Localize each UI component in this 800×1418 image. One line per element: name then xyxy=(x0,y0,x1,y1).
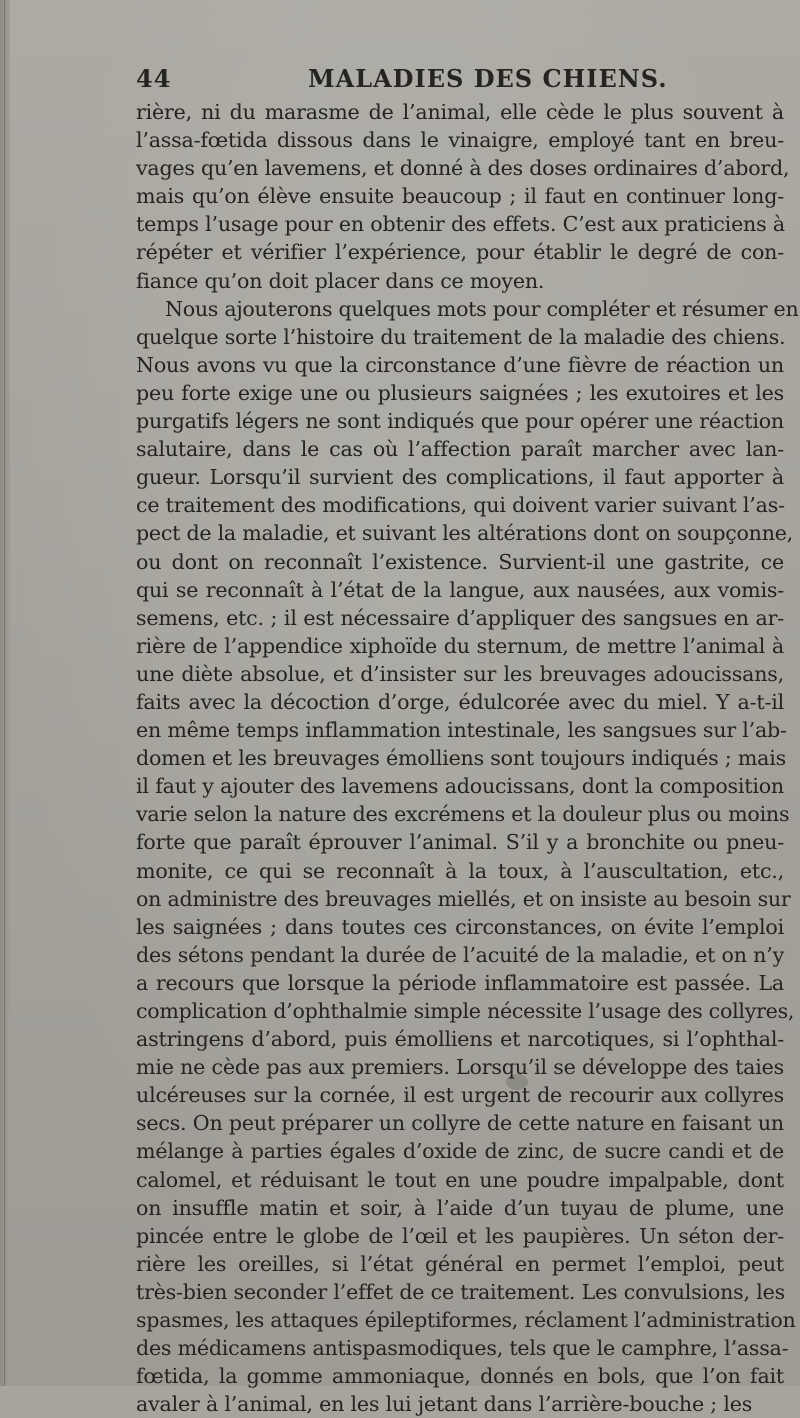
text-line: une diète absolue, et d’insister sur les breuvages adoucissans, xyxy=(136,661,784,686)
text-line: fiance qu’on doit placer dans ce moyen. xyxy=(136,268,545,293)
text-line: ce traitement des modifications, qui doivent varier suivant l’as- xyxy=(136,493,785,518)
text-line: semens, etc. ; il est nécessaire d’appliquer des sangsues en ar- xyxy=(136,605,784,630)
text-line: temps l’usage pour en obtenir des effets. C’est aux praticiens à xyxy=(136,212,785,237)
text-line: très-bien seconder l’effet de ce traitement. Les convulsions, les xyxy=(136,1279,785,1304)
text-line: monite, ce qui se reconnaît à la toux, à l’auscultation, etc., xyxy=(136,858,784,883)
text-line: varie selon la nature des excrémens et la douleur plus ou moins xyxy=(136,802,790,827)
text-line: l’assa-fœtida dissous dans le vinaigre, employé tant en breu- xyxy=(136,128,784,153)
text-line: on insuffle matin et soir, à l’aide d’un tuyau de plume, une xyxy=(136,1195,784,1220)
text-line: quelque sorte l’histoire du traitement de la maladie des chiens. xyxy=(136,324,786,349)
text-line: complication d’ophthalmie simple nécessite l’usage des collyres, xyxy=(136,999,795,1023)
text-line: mie ne cède pas aux premiers. Lorsqu’il se développe des taies xyxy=(136,1055,784,1080)
text-line: ulcéreuses sur la cornée, il est urgent de recourir aux collyres xyxy=(136,1083,784,1108)
text-line: qui se reconnaît à l’état de la langue, aux nausées, aux vomis- xyxy=(136,577,784,602)
text-line: faits avec la décoction d’orge, édulcorée avec du miel. Y a-t-il xyxy=(136,689,784,714)
text-line: mais qu’on élève ensuite beaucoup ; il faut en continuer long- xyxy=(136,184,784,209)
text-line: mélange à parties égales d’oxide de zinc, de sucre candi et de xyxy=(136,1139,784,1164)
text-line: les saignées ; dans toutes ces circonstances, on évite l’emploi xyxy=(136,914,784,939)
text-line: spasmes, les attaques épileptiformes, réclament l’administration xyxy=(136,1308,796,1333)
text-line: vages qu’en lavemens, et donné à des doses ordinaires d’abord, xyxy=(136,156,790,181)
text-line: avaler à l’animal, en les lui jetant dans l’arrière-bouche ; les xyxy=(136,1392,753,1417)
text-line: répéter et vérifier l’expérience, pour établir le degré de con- xyxy=(136,240,784,265)
text-line: en même temps inflammation intestinale, les sangsues sur l’ab- xyxy=(136,718,787,743)
text-line: fœtida, la gomme ammoniaque, donnés en bols, que l’on fait xyxy=(136,1364,784,1389)
text-line: des médicamens antispasmodiques, tels que le camphre, l’assa- xyxy=(136,1336,789,1361)
paper-speck xyxy=(734,1342,737,1345)
text-line: il faut y ajouter des lavemens adoucissans, dont la composition xyxy=(136,774,784,799)
text-line: gueur. Lorsqu’il survient des complications, il faut apporter à xyxy=(136,465,784,490)
text-line: pincée entre le globe de l’œil et les paupières. Un séton der- xyxy=(136,1223,784,1248)
text-line: calomel, et réduisant le tout en une poudre impalpable, dont xyxy=(136,1167,784,1192)
text-line: des sétons pendant la durée de l’acuité de la maladie, et on n’y xyxy=(136,942,784,967)
page-edge xyxy=(0,0,10,1386)
paper-speck xyxy=(506,1074,528,1090)
page-number: 44 xyxy=(136,64,172,93)
text-line: rière, ni du marasme de l’animal, elle cède le plus souvent à xyxy=(136,100,784,124)
text-line: salutaire, dans le cas où l’affection paraît marcher avec lan- xyxy=(136,437,784,462)
text-line: on administre des breuvages miellés, et on insiste au besoin sur xyxy=(136,886,791,911)
text-line: peu forte exige une ou plusieurs saignées ; les exutoires et les xyxy=(136,380,784,405)
text-line: astringens d’abord, puis émolliens et narcotiques, si l’ophthal- xyxy=(136,1027,784,1052)
text-line: ou dont on reconnaît l’existence. Survient-il une gastrite, ce xyxy=(136,549,784,574)
text-line: purgatifs légers ne sont indiqués que pour opérer une réaction xyxy=(136,409,784,434)
text-line: Nous ajouterons quelques mots pour compléter et résumer en xyxy=(165,296,799,321)
paper-speck xyxy=(610,108,612,110)
text-line: pect de la maladie, et suivant les altérations dont on soupçonne, xyxy=(136,521,793,546)
page-fold-line xyxy=(4,0,5,1386)
running-title: MALADIES DES CHIENS. xyxy=(308,64,668,93)
text-line: a recours que lorsque la période inflammatoire est passée. La xyxy=(136,970,784,995)
text-line: rière les oreilles, si l’état général en permet l’emploi, peut xyxy=(136,1251,784,1276)
text-line: secs. On peut préparer un collyre de cette nature en faisant un xyxy=(136,1111,784,1136)
text-line: forte que paraît éprouver l’animal. S’il y a bronchite ou pneu- xyxy=(136,830,784,855)
text-line: Nous avons vu que la circonstance d’une fièvre de réaction un xyxy=(136,352,784,377)
body-text xyxy=(136,98,799,1418)
running-head xyxy=(136,64,781,100)
text-line: rière de l’appendice xiphoïde du sternum, de mettre l’animal à xyxy=(136,633,784,658)
text-line: domen et les breuvages émolliens sont toujours indiqués ; mais xyxy=(136,746,786,771)
